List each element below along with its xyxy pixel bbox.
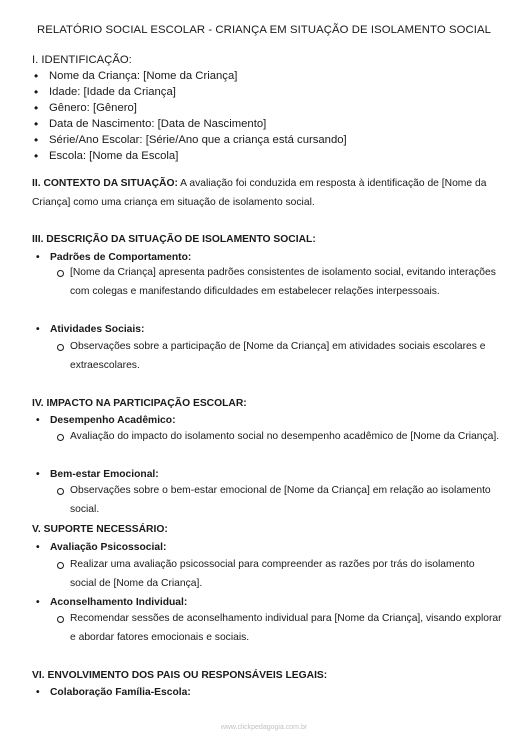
bullet-aconselhamento: • Aconselhamento Individual: (36, 595, 187, 610)
sub-bullet-avaliacao: Realizar uma avaliação psicossocial para compreender as razões por trás do isolamento social de [Nome da Criança]. (56, 556, 502, 593)
document-title: RELATÓRIO SOCIAL ESCOLAR - CRIANÇA EM SITUAÇÃO DE ISOLAMENTO SOCIAL (36, 24, 492, 36)
circle-bullet-icon (57, 562, 64, 569)
list-item: • Data de Nascimento: [Data de Nascimento] (32, 116, 347, 132)
sub-bullet-atividades: Observações sobre a participação de [Nome da Criança] em atividades sociais escolares e extraescolares. (56, 338, 502, 375)
section-descricao-heading: III. DESCRIÇÃO DA SITUAÇÃO DE ISOLAMENTO SOCIAL: (32, 234, 316, 245)
section-contexto-heading: II. CONTEXTO DA SITUAÇÃO: (32, 178, 178, 189)
bullet-desempenho: • Desempenho Acadêmico: (36, 413, 176, 428)
list-item: • Gênero: [Gênero] (32, 100, 347, 116)
section-suporte-heading: V. SUPORTE NECESSÁRIO: (32, 524, 168, 535)
bullet-atividades: • Atividades Sociais: (36, 322, 144, 337)
circle-bullet-icon (57, 344, 64, 351)
bullet-bem-estar: • Bem-estar Emocional: (36, 467, 159, 482)
sub-bullet-aconselhamento: Recomendar sessões de aconselhamento individual para [Nome da Criança], visando explorar e abordar fatores emocionais e sociais. (56, 610, 502, 647)
circle-bullet-icon (57, 270, 64, 277)
list-item: • Escola: [Nome da Escola] (32, 148, 347, 164)
section-identificacao-heading: I. IDENTIFICAÇÃO: (32, 54, 132, 66)
list-item: • Nome da Criança: [Nome da Criança] (32, 68, 347, 84)
section-impacto-heading: IV. IMPACTO NA PARTICIPAÇÃO ESCOLAR: (32, 398, 247, 409)
bullet-colaboracao: • Colaboração Família-Escola: (36, 685, 191, 700)
section-envolvimento-heading: VI. ENVOLVIMENTO DOS PAIS OU RESPONSÁVEIS LEGAIS: (32, 670, 328, 681)
bullet-padroes: • Padrões de Comportamento: (36, 250, 191, 265)
circle-bullet-icon (57, 488, 64, 495)
circle-bullet-icon (57, 616, 64, 623)
footer-watermark: www.clickpedagogia.com.br (220, 724, 308, 731)
list-item: • Série/Ano Escolar: [Série/Ano que a criança está cursando] (32, 132, 347, 148)
circle-bullet-icon (57, 434, 64, 441)
list-item: • Idade: [Idade da Criança] (32, 84, 347, 100)
identificacao-list (32, 68, 347, 164)
sub-bullet-padroes: [Nome da Criança] apresenta padrões consistentes de isolamento social, evitando interações com colegas e manifestando dificuldades em estabelecer relações interpessoais. (56, 264, 502, 301)
sub-bullet-desempenho: Avaliação do impacto do isolamento social no desempenho acadêmico de [Nome da Criança]. (56, 428, 502, 447)
section-contexto (32, 174, 502, 212)
sub-bullet-bem-estar: Observações sobre o bem-estar emocional de [Nome da Criança] em relação ao isolamento social. (56, 482, 502, 519)
section-contexto-text: A avaliação foi conduzida em resposta à identificação de [Nome da Criança] como uma criança em situação de isolamento social. (32, 178, 487, 208)
bullet-avaliacao: • Avaliação Psicossocial: (36, 540, 166, 555)
